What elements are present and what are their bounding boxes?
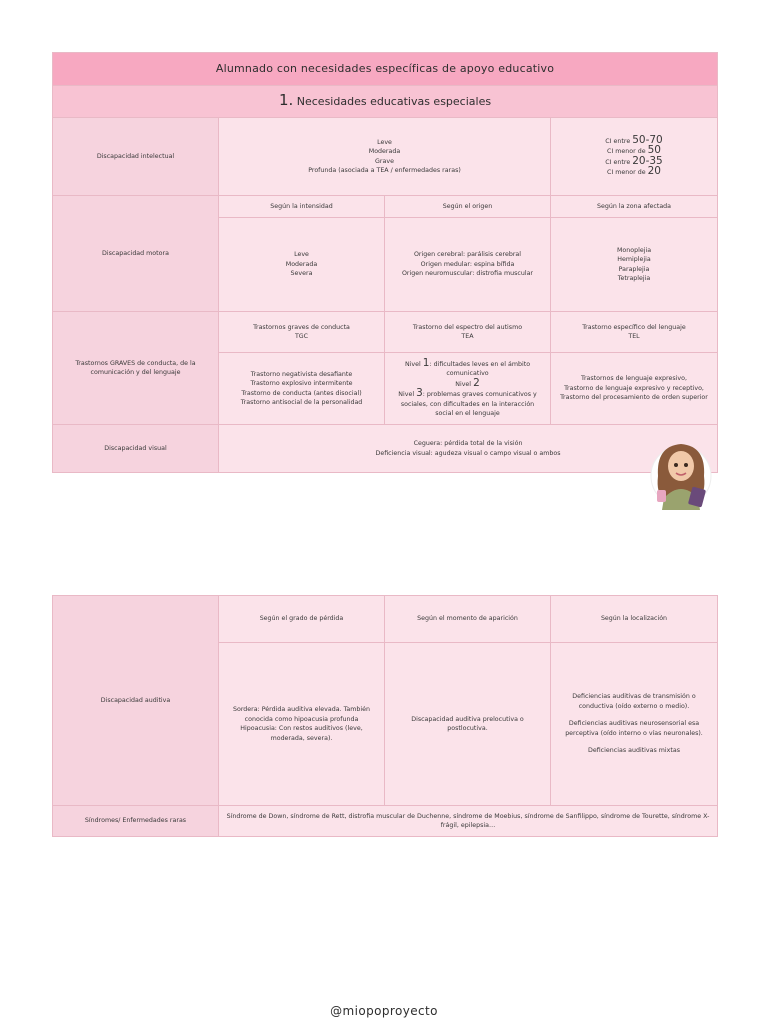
intelectual-ci xyxy=(551,118,718,196)
row-label-graves: Trastornos GRAVES de conducta, de la comunicación y del lenguaje xyxy=(53,312,219,425)
col-header: Según el momento de aparición xyxy=(385,596,551,643)
motora-intensidad: Leve Moderada Severa xyxy=(219,218,385,312)
visual-content: Ceguera: pérdida total de la visión Deficiencia visual: agudeza visual o campo visual o ambos xyxy=(219,425,718,473)
col-header: Según el grado de pérdida xyxy=(219,596,385,643)
graves-tel: Trastornos de lenguaje expresivo, Trastorno de lenguaje expresivo y receptivo, Trastorno del procesamiento de orden superior xyxy=(551,353,718,425)
col-header: Según el origen xyxy=(385,196,551,218)
motora-origen: Origen cerebral: parálisis cerebral Origen medular: espina bífida Origen neuromuscular: distrofia muscular xyxy=(385,218,551,312)
section-number: 1. xyxy=(278,91,294,110)
table-nee xyxy=(52,52,718,473)
table-nee-continued xyxy=(52,595,718,837)
col-header-tgc: Trastornos graves de conducta TGC xyxy=(219,312,385,353)
col-header-tea: Trastorno del espectro del autismo TEA xyxy=(385,312,551,353)
row-label-intelectual: Discapacidad intelectual xyxy=(53,118,219,196)
col-header: Según la intensidad xyxy=(219,196,385,218)
level-item: Leve xyxy=(377,138,392,146)
level-item: Grave xyxy=(375,157,394,165)
footer-handle: @miopoproyecto xyxy=(330,1004,438,1018)
auditiva-grado: Sordera: Pérdida auditiva elevada. También conocida como hipoacusia profunda Hipoacusia: Con restos auditivos (leve, moderada, severa). xyxy=(219,643,385,806)
section-title-text: Necesidades educativas especiales xyxy=(296,95,492,109)
auditiva-momento: Discapacidad auditiva prelocutiva o postlocutiva. xyxy=(385,643,551,806)
col-header: Según la localización xyxy=(551,596,718,643)
ci-item: CI entre 20-35 xyxy=(605,154,663,167)
motora-zona: Monoplejia Hemiplejia Paraplejia Tetraplejia xyxy=(551,218,718,312)
sindromes-content: Síndrome de Down, síndrome de Rett, distrofia muscular de Duchenne, síndrome de Moebius, síndrome de Sanfilippo, síndrome de Tourette, síndrome X- frágil, epilepsia… xyxy=(219,806,718,837)
level-item: Profunda (asociada a TEA / enfermedades raras) xyxy=(308,167,461,174)
graves-tea: Nivel 1: dificultades leves en el ámbito comunicativo Nivel 2 Nivel 3: problemas graves comunicativos y sociales, con dificultades en la interacción social en el lenguaje xyxy=(385,353,551,425)
level-item: Moderada xyxy=(368,148,401,155)
intelectual-levels xyxy=(219,118,551,196)
row-label-visual: Discapacidad visual xyxy=(53,425,219,473)
document-title: Alumnado con necesidades específicas de apoyo educativo xyxy=(53,53,718,86)
auditiva-localizacion: Deficiencias auditivas de transmisión o conductiva (oído externo o medio). Deficiencias auditivas neurosensorial esa perceptiva (oído interno o vías neuronales). Deficiencias auditivas mixtas xyxy=(551,643,718,806)
col-header-tel: Trastorno específico del lenguaje TEL xyxy=(551,312,718,353)
col-header: Según la zona afectada xyxy=(551,196,718,218)
graves-tgc: Trastorno negativista desafiante Trastorno explosivo intermitente Trastorno de conducta (antes disocial) Trastorno antisocial de la personalidad xyxy=(219,353,385,425)
ci-item: CI entre 50-70 xyxy=(605,133,663,146)
ci-item: CI menor de 50 xyxy=(607,144,661,156)
row-label-sindromes: Síndromes/ Enfermedades raras xyxy=(53,806,219,837)
section-title xyxy=(53,86,718,118)
avatar-sticker xyxy=(640,436,722,512)
ci-item: CI menor de 20 xyxy=(607,165,661,177)
row-label-motora: Discapacidad motora xyxy=(53,196,219,312)
row-label-auditiva: Discapacidad auditiva xyxy=(53,596,219,806)
